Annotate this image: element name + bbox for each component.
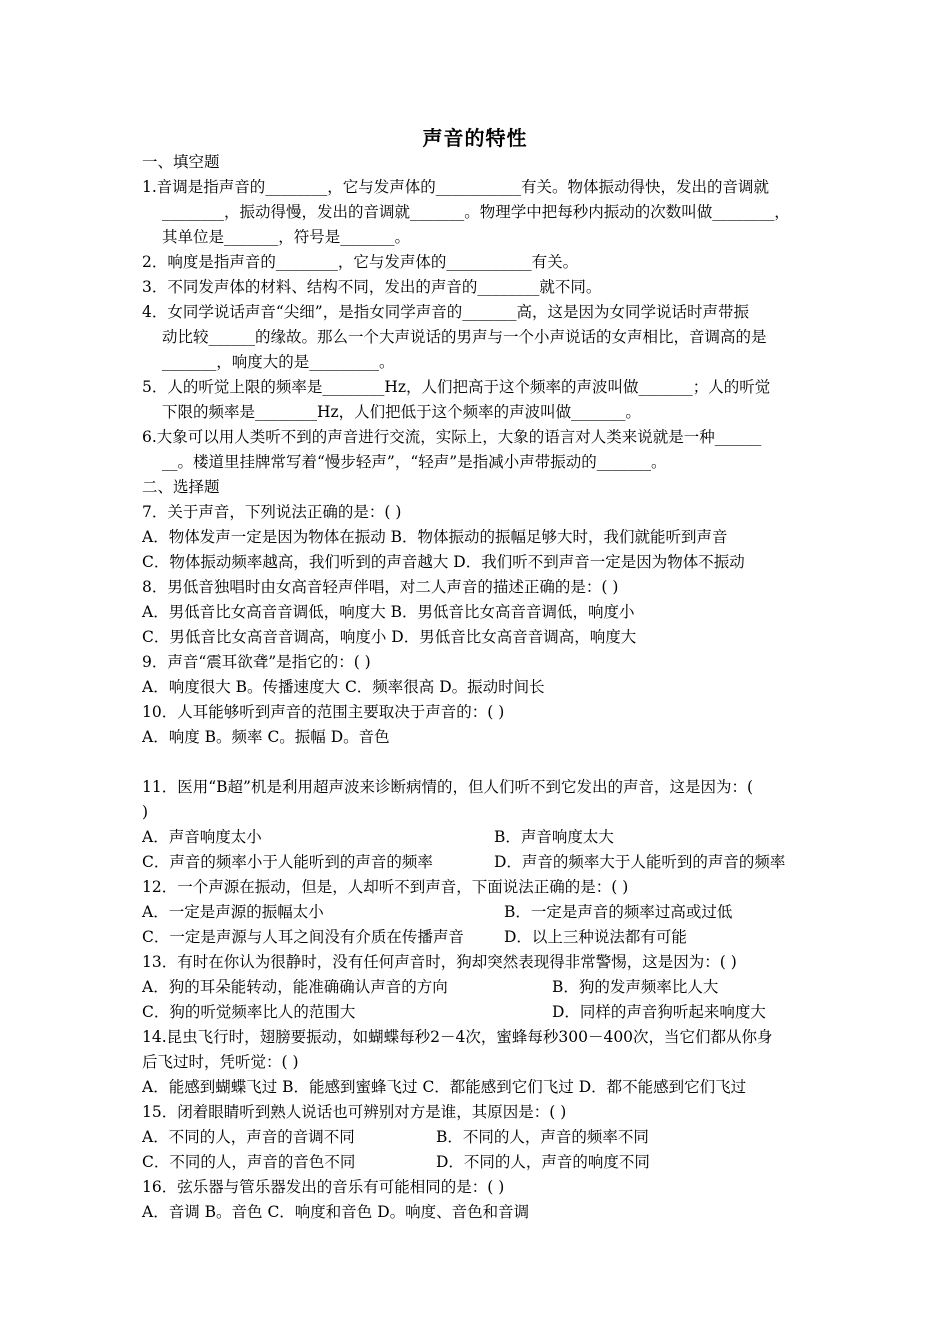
section-heading-multiple-choice: 二、选择题 <box>142 478 220 496</box>
option-d: D．同样的声音狗听起来响度大 <box>552 1003 766 1021</box>
option-a: A．狗的耳朵能转动，能准确确认声音的方向 <box>142 978 448 996</box>
question-11-stem: 11．医用“B超”机是利用超声波来诊断病情的，但人们听不到它发出的声音，这是因为：( <box>142 778 754 796</box>
question-16-stem: 16．弦乐器与管乐器发出的音乐有可能相同的是：( ) <box>142 1178 505 1196</box>
option-b: B．声音响度太大 <box>494 828 614 846</box>
question-8-options-ab: A．男低音比女高音音调低，响度大 B．男低音比女高音音调低，响度小 <box>142 603 635 621</box>
option-c: C．不同的人，声音的音色不同 <box>142 1153 356 1171</box>
question-11-stem-end: ) <box>142 803 149 821</box>
option-d: D．声音的频率大于人能听到的声音的频率 <box>494 853 786 871</box>
question-10-stem: 10．人耳能够听到声音的范围主要取决于声音的：( ) <box>142 703 505 721</box>
option-b: B．一定是声音的频率过高或过低 <box>504 903 733 921</box>
question-6-line-1: 6.大象可以用人类听不到的声音进行交流，实际上，大象的语言对人类来说就是一种______ <box>142 428 762 446</box>
page-title: 声音的特性 <box>422 126 528 150</box>
question-6-line-2: __。楼道里挂牌常写着“慢步轻声”，“轻声”是指减小声带振动的_______。 <box>162 453 667 471</box>
option-a: A．不同的人，声音的音调不同 <box>142 1128 355 1146</box>
question-12-stem: 12．一个声源在振动，但是，人却听不到声音，下面说法正确的是：( ) <box>142 878 629 896</box>
question-15-options-ab <box>142 1125 812 1150</box>
question-15-stem: 15．闭着眼睛听到熟人说话也可辨别对方是谁，其原因是：( ) <box>142 1103 567 1121</box>
question-12-options-cd <box>142 925 812 950</box>
question-1-line-1: 1.音调是指声音的________，它与发声体的___________有关。物体振动得快，发出的音调就 <box>142 178 770 196</box>
question-4-line-2: 动比较______的缘故。那么一个大声说话的男声与一个小声说话的女声相比，音调高的是 <box>162 328 767 346</box>
option-c: C．声音的频率小于人能听到的声音的频率 <box>142 853 433 871</box>
question-14-stem-end: 后飞过时，凭听觉：( ) <box>142 1053 299 1071</box>
question-15-options-cd <box>142 1150 812 1175</box>
option-d: D．不同的人，声音的响度不同 <box>436 1153 650 1171</box>
question-10-options: A．响度 B。频率 C。振幅 D。音色 <box>142 728 390 746</box>
question-8-options-cd: C．男低音比女高音音调高，响度小 D．男低音比女高音音调高，响度大 <box>142 628 637 646</box>
option-a: A．声音响度太小 <box>142 828 262 846</box>
question-5-line-2: 下限的频率是________Hz，人们把低于这个频率的声波叫做_______。 <box>162 403 641 421</box>
question-11-options-cd <box>142 850 812 875</box>
question-7-options-cd: C．物体振动频率越高，我们听到的声音越大 D．我们听不到声音一定是因为物体不振动 <box>142 553 745 571</box>
question-1-line-3: 其单位是_______，符号是_______。 <box>162 228 411 246</box>
option-c: C．狗的听觉频率比人的范围大 <box>142 1003 356 1021</box>
option-c: C．一定是声源与人耳之间没有介质在传播声音 <box>142 928 464 946</box>
question-8-stem: 8．男低音独唱时由女高音轻声伴唱，对二人声音的描述正确的是：( ) <box>142 578 619 596</box>
option-d: D．以上三种说法都有可能 <box>504 928 687 946</box>
section-heading-fill-blank: 一、填空题 <box>142 153 220 171</box>
question-13-stem: 13．有时在你认为很静时，没有任何声音时，狗却突然表现得非常警惕，这是因为：( ) <box>142 953 737 971</box>
question-9-options: A．响度很大 B。传播速度大 C．频率很高 D。振动时间长 <box>142 678 545 696</box>
question-16-options: A．音调 B。音色 C．响度和音色 D。响度、音色和音调 <box>142 1203 530 1221</box>
question-4-line-1: 4．女同学说话声音“尖细”，是指女同学声音的_______高，这是因为女同学说话时声带振 <box>142 303 749 321</box>
question-1-line-2: ________，振动得慢，发出的音调就_______。物理学中把每秒内振动的次数叫做________， <box>162 203 790 221</box>
question-11-options-ab <box>142 825 812 850</box>
blank-spacer <box>142 750 812 775</box>
option-b: B．狗的发声频率比人大 <box>552 978 719 996</box>
question-12-options-ab <box>142 900 812 925</box>
option-b: B．不同的人，声音的频率不同 <box>436 1128 649 1146</box>
question-5-line-1: 5．人的听觉上限的频率是________Hz，人们把高于这个频率的声波叫做_______；人的听觉 <box>142 378 771 396</box>
question-14-options: A．能感到蝴蝶飞过 B．能感到蜜蜂飞过 C．都能感到它们飞过 D．都不能感到它们飞过 <box>142 1078 747 1096</box>
question-9-stem: 9．声音“震耳欲聋”是指它的：( ) <box>142 653 371 671</box>
question-13-options-cd <box>142 1000 812 1025</box>
option-a: A．一定是声源的振幅太小 <box>142 903 324 921</box>
question-4-line-3: _______，响度大的是_________。 <box>162 353 395 371</box>
question-7-stem: 7．关于声音，下列说法正确的是：( ) <box>142 503 402 521</box>
question-2: 2．响度是指声音的________，它与发声体的___________有关。 <box>142 253 579 271</box>
question-14-stem: 14.昆虫飞行时，翅膀要振动，如蝴蝶每秒2－4次，蜜蜂每秒300－400次，当它们都从你身 <box>142 1028 773 1046</box>
question-13-options-ab <box>142 975 812 1000</box>
question-3: 3．不同发声体的材料、结构不同，发出的声音的________就不同。 <box>142 278 602 296</box>
worksheet-content <box>142 150 812 1225</box>
question-7-options-ab: A．物体发声一定是因为物体在振动 B．物体振动的振幅足够大时，我们就能听到声音 <box>142 528 728 546</box>
